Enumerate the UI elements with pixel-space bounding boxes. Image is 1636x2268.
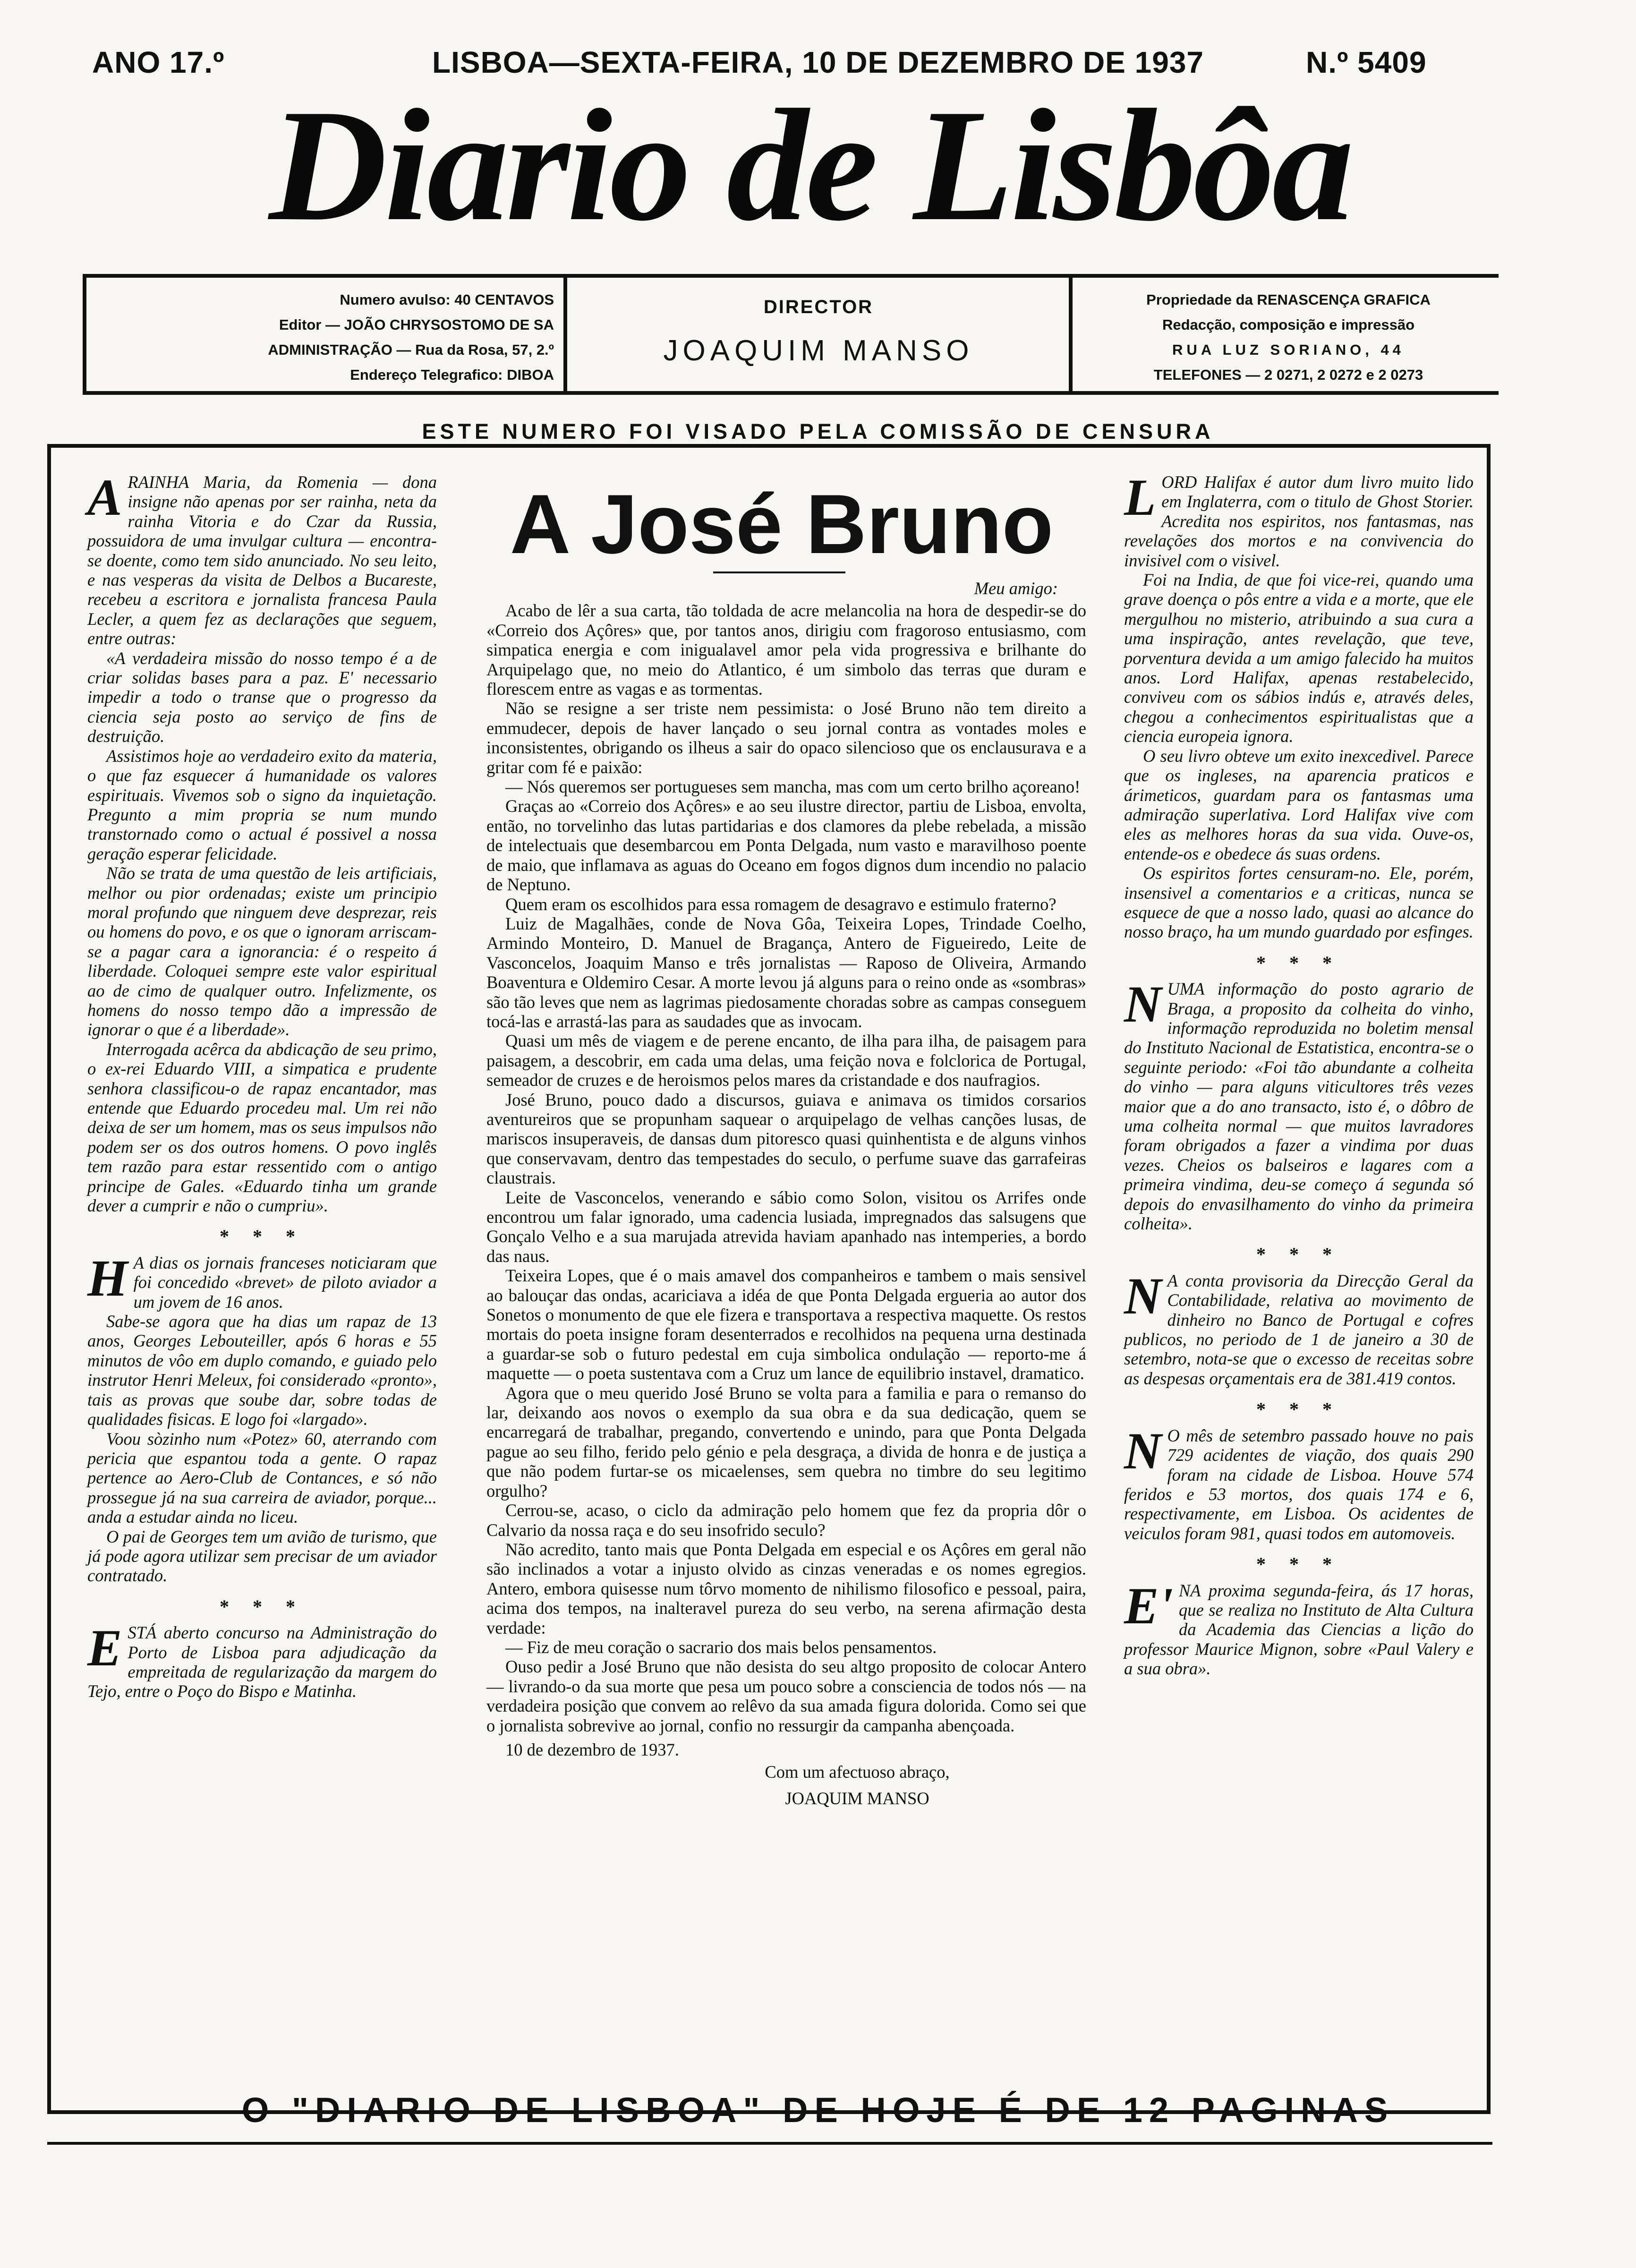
letter-date: 10 de dezembro de 1937. [505,1739,679,1759]
paragraph: — Nós queremos ser portugueses sem mancha, mas com um certo brilho açoreano! [505,777,1081,797]
telegraph-line: Endereço Telegrafico: DIBOA [350,367,554,383]
price-line: Numero avulso: 40 CENTAVOS [340,291,554,308]
letter-closing: Com um afectuoso abraço, [765,1762,950,1782]
drop-cap: H [87,1249,128,1307]
drop-cap: L [1124,469,1156,526]
paragraph: Leite de Vasconcelos, venerando e sábio como Solon, visitou os Arrifes onde encontrou um falar ignorado, uma cadencia lusiada, impregnados das salsugens que Gonçalo Velho e a sua marujada atrevida haviam apanhado nas intemperies, a bordo das naus. [486,1187,1086,1266]
article-port-contest: ESTÁ aberto concurso na Administração do Porto de Lisboa para adjudicação da empreitada de regularização da margem do Tejo, entre o Poço do Bispo e Matinha. [87,1619,437,1701]
administration-line: ADMINISTRAÇÃO — Rua da Rosa, 57, 2.º [268,341,554,358]
dateline: LISBOA—SEXTA-FEIRA, 10 DE DEZEMBRO DE 1937 [432,45,1204,79]
drop-cap: E' [1124,1577,1173,1635]
paragraph: Cerrou-se, acaso, o ciclo da admiração pelo homem que fez da propria dôr o Calvario da nossa raça e do seu insofrido seculo? [486,1501,1086,1540]
right-column [1124,469,1474,1679]
letter-greeting: Meu amigo: [974,579,1058,598]
paragraph: Interrogada acêrca da abdicação de seu primo, o ex-rei Eduardo VIII, a simpatica e prudente senhora classificou-o de rapaz encantador, mas entende que Eduardo procedeu mal. Um rei não deixa de ser um homem, mas os seus impulsos não podem ser os dos outros homens. O povo inglês tem razão para estar ressentido com o antigo principe de Gales. «Eduardo tinha um grande dever a cumprir e não o cumpriu». [87,1039,437,1216]
info-right [1081,287,1496,387]
paragraph: Luiz de Magalhães, conde de Nova Gôa, Teixeira Lopes, Trindade Coelho, Armindo Monteiro, D. Manuel de Bragança, Antero de Figueiredo, Leite de Vasconcelos, Joaquim Manso e três jornalistas — Raposo de Oliveira, Armando Boaventura e Oldemiro Cesar. A morte levou já alguns para o reino onde as «sombras» são tão leves que nem as lagrimas piedosamente choradas sobre as campas conseguem tocá-las e arrastá-las para as saudades que as invocam. [486,913,1086,1031]
address-line: RUA LUZ SORIANO, 44 [1172,341,1405,358]
paragraph: Não acredito, tanto mais que Ponta Delgada em especial e os Açôres em geral não são inclinados a votar a injusto olvido as cinzas veneradas e os nomes egregios. Antero, embora quisesse num tôrvo momento de nihilismo filosofico e pessoal, paira, acima dos tempos, na inalteravel pureza do seu verbo, na serena afirmação desta verdade: [486,1539,1086,1637]
editorial-line: Redacção, composição e impressão [1162,316,1415,333]
section-separator: * * * [1256,1398,1341,1420]
bottom-rule [47,2142,1492,2145]
paragraph: Quasi um mês de viagem e de perene encanto, de ilha para ilha, de paisagem para paisagem, a descobrir, em cada uma delas, uma feição nova e folclorica de Portugal, semeador de cruzes e de heroismos pelos mares da cristandade e dos naufragios. [486,1031,1086,1090]
headline: A José Bruno [510,477,1054,571]
page-count-banner: O "DIARIO DE LISBOA" DE HOJE É DE 12 PAGINAS [241,2090,1395,2130]
drop-cap: E [87,1619,122,1677]
paragraph: — Fiz de meu coração o sacrario dos mais belos pensamentos. [505,1637,937,1657]
phones-line: TELEFONES — 2 0271, 2 0272 e 2 0273 [1153,367,1423,383]
paragraph: Acabo de lêr a sua carta, tão toldada de acre melancolia na hora de despedir-se do «Correio dos Açôres» que, por tantos anos, dirigiu com fragoroso entusiasmo, com simpatica energia e com inigualavel amor pela vida progressiva e brilhante do Arquipelago que, no meio do Atlantico, é um simbolo das terras que duram e florescem entre as vagas e as tormentas. [486,601,1086,699]
section-separator: * * * [1256,952,1341,973]
editor-line: Editor — JOÃO CHRYSOSTOMO DE SA [279,316,554,333]
paragraph: Voou sòzinho num «Potez» 60, aterrando com pericia que espantou toda a gente. O rapaz pertence ao Aero-Club de Contances, e só não prossegue já na sua carreira de aviador, porque... anda a estudar ainda no liceu. [87,1429,437,1527]
paragraph: Teixeira Lopes, que é o mais amavel dos companheiros e tambem o mais sensivel ao balouçar das ondas, acariciava a idéa de que Ponta Delgada ergueria ao autor dos Sonetos o monumento de que ele fizera e transportava a respectiva maquette. Os restos mortais do poeta insigne foram desenterrados e recolhidos na pequena urna destinada a guardar-se sob o futuro pedestal em cuja simbolica ondulação — reporto-me á maquette — o poeta sustentava com a Cruz um lance de equilibrio instavel, dramatico. [486,1266,1086,1383]
article-road-accidents: N O mês de setembro passado houve no pais 729 acidentes de viação, dos quais 290 foram na cidade de Lisboa. Houve 574 feridos e 53 mortos, dos quais 174 e 6, respectivamente, em Lisboa. Os acidentes de veiculos foram 981, quasi todos em automoveis. [1124,1422,1474,1543]
article-young-pilot: H A dias os jornais franceses noticiaram que foi concedido «brevet» de piloto aviador a um jovem de 16 anos. [87,1249,437,1312]
section-separator: * * * [1256,1553,1341,1575]
article-valery-lecture: E' NA proxima segunda-feira, ás 17 horas, que se realiza no Instituto de Alta Cultura da Academia das Ciencias a lição do professor Maurice Mignon, sobre «Paul Valery e a sua obra». [1124,1577,1474,1679]
paragraph: Os espiritos fortes censuram-no. Ele, porém, insensivel a comentarios e a criticas, nunca se esquece de que a nosso lado, quasi ao alcance do nosso braço, ha um mundo guardado por esfinges. [1124,863,1474,942]
paragraph: O seu livro obteve um exito inexcedivel. Parece que os ingleses, na aparencia praticos e árimeticos, guardam para os fantasmas uma admiração superlativa. Lord Halifax vive com eles as melhores horas da sua vida. Ouve-os, entende-os e obedece ás suas ordens. [1124,746,1474,863]
censure-notice: ESTE NUMERO FOI VISADO PELA COMISSÃO DE CENSURA [422,419,1214,443]
paragraph: Ouso pedir a José Bruno que não desista do seu altgo proposito de colocar Antero — livrando-o da sua morte que pesa um pouco sobre a consciencia de todos nós — na verdadeira posição que convem ao relêvo da sua amada figura dolorida. Como sei que o jornalista sobrevive ao jornal, confio no ressurgir da campanha abençoada. [486,1657,1086,1735]
drop-cap: N [1124,975,1162,1033]
info-left [86,287,554,387]
year-label: ANO 17.º [92,45,225,79]
drop-cap: N [1124,1422,1162,1480]
section-separator: * * * [220,1226,305,1247]
director-name: JOAQUIM MANSO [663,334,974,367]
paragraph: Sabe-se agora que ha dias um rapaz de 13 anos, Georges Lebouteiller, após 6 horas e 55 minutos de vôo em duplo comando, e guiado pelo instrutor Henri Meleux, foi considerado «pronto», tais as provas que soube dar, sobre todas de qualidades fisicas. E logo foi «largado». [87,1312,437,1429]
article-queen-maria: ARAINHA Maria, da Romenia — dona insigne não apenas por ser rainha, neta da rainha Vitoria e do Czar da Russia, possuidora de uma invulgar cultura — encontra-se doente, como tem sido anunciado. No seu leito, e nas vesperas da visita de Delbos a Bucareste, recebeu a escritora e jornalista francesa Paula Lecler, a quem fez as declarações que seguem, entre outras: [87,469,437,648]
middle-column [486,579,1086,1808]
paragraph: Graças ao «Correio dos Açôres» e ao seu ilustre director, partiu de Lisboa, envolta, então, no torvelinho das lutas partidarias e dos clamores da plebe rebelada, a missão de intelectuais que desembarcou em Ponta Delgada, num vasto e maravilhoso poente de maio, que inflamava as aguas do Oceano em fogos dignos dum incendio no palacio de Neptuno. [486,796,1086,895]
paragraph: «A verdadeira missão do nosso tempo é a de criar solidas bases para a paz. E' necessario impedir a todo o transe que o progresso da ciencia seja posto ao serviço de fins de destruição. [87,648,437,746]
paragraph: Foi na India, de que foi vice-rei, quando uma grave doença o pôs entre a vida e a morte, que ele mergulhou no misterio, atribuindo a sua cura a uma inspiração, antes revelação, que teve, porventura devida a um amigo falecido ha muitos anos. Lord Halifax, apenas restabelecido, conviveu com os sábios indús e, através deles, chegou a conhecimentos espiritualistas que a ciencia europeia ignora. [1124,570,1474,746]
property-line: Propriedade da RENASCENÇA GRAFICA [1146,291,1431,308]
paragraph: Agora que o meu querido José Bruno se volta para a familia e para o remanso do lar, deixando aos novos o exemplo da sua obra e da sua dedicação, quem se encarregará de trabalhar, pregando, convertendo e unindo, para que Ponta Delgada pague ao seu filho, ferido pelo génio e pela desgraça, a divida de honra e de justiça a que não podem furtar-se os micaelenses, sem quebra no timbre do seu legitimo orgulho? [486,1383,1086,1501]
section-separator: * * * [1256,1244,1341,1265]
article-wine-harvest: NUMA informação do posto agrario de Braga, a proposito da colheita do vinho, informação reproduzida no boletim mensal do Instituto Nacional de Estatistica, encontra-se o seguinte periodo: «Foi tão abundante a colheita do vinho — para alguns viticultores três vezes maior que a do ano transacto, isto é, o dôbro de uma colheita normal — que muitos lavradores foram obrigados a fazer a vindima por duas vezes. Cheios os balseiros e lagares com a primeira vindima, deu-se começo á segunda só depois do envasilhamento do vinho da primeira colheita». [1124,975,1474,1234]
article-public-accounts: N A conta provisoria da Direcção Geral da Contabilidade, relativa ao movimento de dinheiro no Banco de Portugal e cofres publicos, no periodo de 1 de janeiro a 30 de setembro, nota-se que o excesso de receitas sobre as despesas orçamentais era de 381.419 contos. [1124,1267,1474,1388]
paragraph: Não se trata de uma questão de leis artificiais, melhor ou pior ordenadas; existe um principio moral profundo que ninguem deve desprezar, reis ou homens do povo, e os que o ignoram arriscam-se a pagar cara a ignorancia: é o respeito á liberdade. Coloquei sempre este valor espiritual ao de cimo de qualquer outro. Infelizmente, os homens do nosso tempo dão a impressão de ignorar o que é a liberdade». [87,863,437,1040]
newspaper-title: Diario de Lisbôa [269,76,1351,254]
section-separator: * * * [220,1595,305,1617]
paragraph: Não se resigne a ser triste nem pessimista: o José Bruno não tem direito a emmudecer, depois de haver lançado o seu jornal contra as vontades moles e inconsistentes, obrigando os ilheus a sair do opaco silencioso que os enclausurava e a gritar com fé e paixão: [486,699,1086,777]
left-column [87,469,437,1701]
paragraph: José Bruno, pouco dado a discursos, guiava e animava os timidos corsarios aventureiros que se propunham saquear o arquipelago de velhas canções lusas, de mariscos insuperaveis, de dansas dum pitoresco quasi quinhentista e de alguns vinhos que conservavam, dentro das tempestades do seculo, o perfume suave das garrafeiras claustrais. [486,1090,1086,1188]
issue-number: N.º 5409 [1306,45,1427,79]
header-info-box [83,274,1499,395]
paragraph: Assistimos hoje ao verdadeiro exito da materia, o que faz esquecer á humanidade os valores espirituais. Vivemos sob o signo da inquietação. Pregunto a mim propria se num mundo transtornado como o actual é possivel a nossa geração esperar felicidade. [87,746,437,863]
headline-rule [713,571,845,573]
article-lord-halifax: LORD Halifax é autor dum livro muito lido em Inglaterra, com o titulo de Ghost Storier. Acredita nos espiritos, nos fantasmas, nas revelações dos mortos e na convivencia do invisivel com o visivel. [1124,469,1474,570]
paragraph: O pai de Georges tem um avião de turismo, que já pode agora utilizar sem precisar de um aviador contratado. [87,1526,437,1586]
drop-cap: N [1124,1267,1162,1325]
info-director [578,292,1059,367]
paragraph: Quem eram os escolhidos para essa romagem de desagravo e estimulo fraterno? [505,894,1057,914]
drop-cap: A [87,469,122,526]
letter-signature: JOAQUIM MANSO [785,1788,929,1808]
director-label: DIRECTOR [763,297,874,317]
